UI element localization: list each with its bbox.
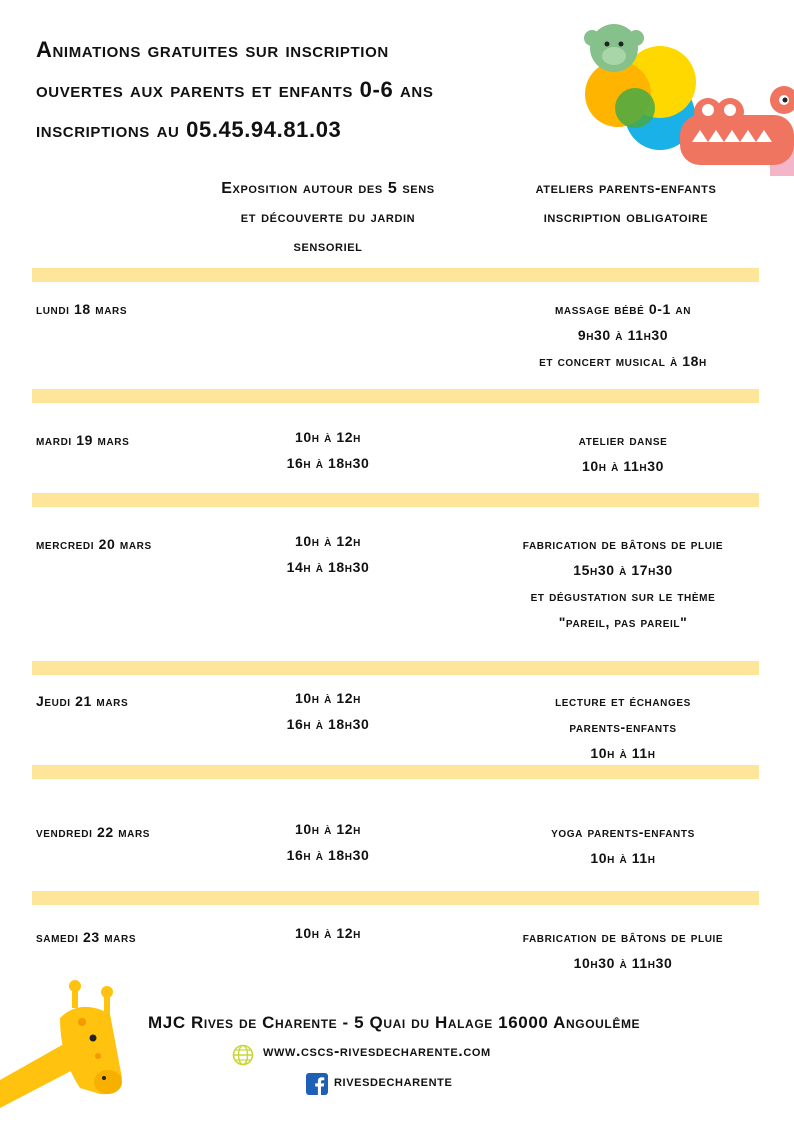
atelier-line: et concert musical à 18h xyxy=(539,353,707,369)
schedule-expo xyxy=(248,920,408,946)
schedule-atelier xyxy=(480,427,766,479)
separator-bar xyxy=(32,493,759,507)
facebook-link[interactable]: rivesdecharente xyxy=(334,1073,453,1090)
separator-bar xyxy=(32,268,759,282)
exposition-header xyxy=(188,174,468,261)
schedule-expo xyxy=(248,424,408,476)
schedule-expo xyxy=(248,685,408,737)
header-line: et découverte du jardin xyxy=(240,209,416,226)
header-line: sensoriel xyxy=(293,238,363,255)
atelier-line: 9h30 à 11h30 xyxy=(577,327,669,343)
website-link[interactable]: www.cscs-rivesdecharente.com xyxy=(263,1043,491,1060)
page-title xyxy=(36,30,576,150)
schedule-atelier xyxy=(480,531,766,635)
separator-bar xyxy=(32,765,759,779)
schedule-day: Jeudi 21 mars xyxy=(36,693,129,709)
schedule-expo xyxy=(248,528,408,580)
schedule-day: samedi 23 mars xyxy=(36,929,137,945)
atelier-line: fabrication de bâtons de pluie xyxy=(522,929,724,945)
expo-line: 14h à 18h30 xyxy=(286,559,370,575)
expo-line: 10h à 12h xyxy=(295,925,361,941)
atelier-line: "pareil, pas pareil" xyxy=(558,614,688,630)
atelier-line: parents-enfants xyxy=(569,719,677,735)
facebook-icon xyxy=(306,1073,328,1095)
separator-bar xyxy=(32,891,759,905)
schedule-atelier xyxy=(480,819,766,871)
atelier-line: 15h30 à 17h30 xyxy=(573,562,673,578)
atelier-line: massage bébé 0-1 an xyxy=(554,301,692,317)
atelier-line: atelier danse xyxy=(578,432,668,448)
separator-bar xyxy=(32,389,759,403)
expo-line: 10h à 12h xyxy=(295,429,361,445)
schedule-day: lundi 18 mars xyxy=(36,301,128,317)
schedule-atelier xyxy=(480,296,766,374)
expo-line: 10h à 12h xyxy=(295,533,361,549)
expo-line: 10h à 12h xyxy=(295,821,361,837)
footer-address: MJC Rives de Charente - 5 Quai du Halage 16000 Angoulême xyxy=(148,1013,641,1032)
expo-line: 16h à 18h30 xyxy=(286,847,370,863)
title-line: Animations gratuites sur inscription xyxy=(36,37,389,62)
schedule-day: mercredi 20 mars xyxy=(36,536,152,552)
crocodile-illustration xyxy=(680,86,794,176)
header-line: ateliers parents-enfants xyxy=(535,180,717,197)
schedule-expo xyxy=(248,816,408,868)
header-line: Exposition autour des 5 sens xyxy=(221,180,435,197)
animals-illustration xyxy=(580,20,794,180)
atelier-line: fabrication de bâtons de pluie xyxy=(522,536,724,552)
schedule-atelier xyxy=(480,688,766,766)
schedule-day: vendredi 22 mars xyxy=(36,824,151,840)
separator-bar xyxy=(32,661,759,675)
title-line: inscriptions au 05.45.94.81.03 xyxy=(36,117,342,142)
title-line: ouvertes aux parents et enfants 0-6 ans xyxy=(36,77,434,102)
atelier-line: lecture et échanges xyxy=(555,693,691,709)
atelier-line: 10h à 11h xyxy=(590,745,656,761)
giraffe-illustration xyxy=(0,978,135,1123)
atelier-line: yoga parents-enfants xyxy=(551,824,695,840)
atelier-line: et dégustation sur le thème xyxy=(530,588,716,604)
globe-icon xyxy=(232,1044,254,1066)
expo-line: 16h à 18h30 xyxy=(286,716,370,732)
header-line: inscription obligatoire xyxy=(543,209,709,226)
atelier-line: 10h à 11h xyxy=(590,850,656,866)
expo-line: 16h à 18h30 xyxy=(286,455,370,471)
expo-line: 10h à 12h xyxy=(295,690,361,706)
schedule-day: mardi 19 mars xyxy=(36,432,130,448)
schedule-atelier xyxy=(480,924,766,976)
atelier-line: 10h30 à 11h30 xyxy=(573,955,673,971)
ateliers-header xyxy=(486,174,766,232)
atelier-line: 10h à 11h30 xyxy=(582,458,664,474)
